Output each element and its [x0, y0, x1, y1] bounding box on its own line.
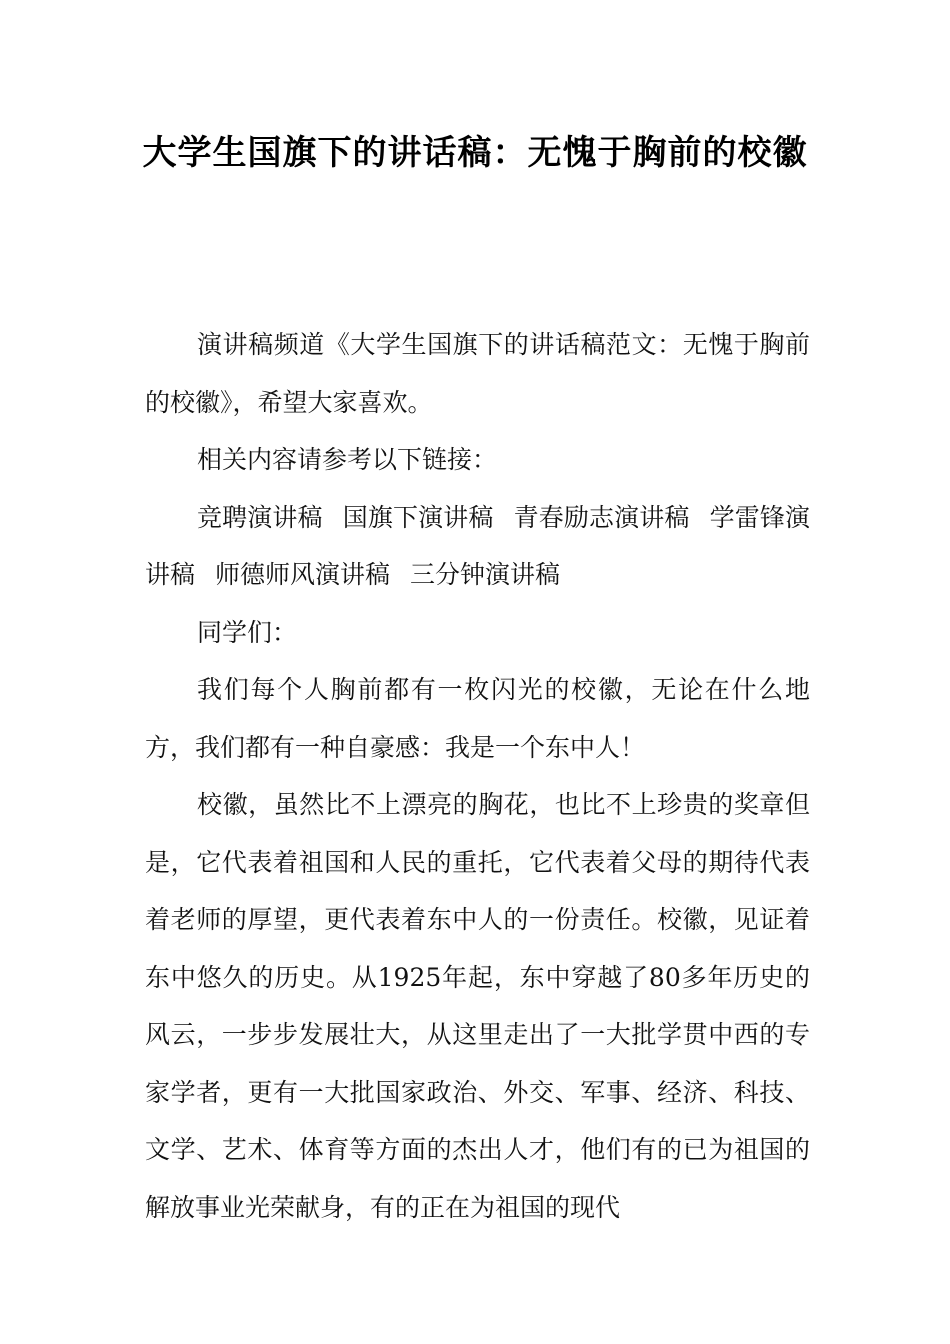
related-link-competition-speech[interactable]: 竞聘演讲稿: [197, 502, 323, 532]
related-links-label: 相关内容请参考以下链接：: [197, 445, 498, 474]
intro-paragraph: 演讲稿频道《大学生国旗下的讲话稿范文：无愧于胸前的校徽》，希望大家喜欢。: [145, 330, 810, 417]
body-paragraph-1: 我们每个人胸前都有一枚闪光的校徽，无论在什么地方，我们都有一种自豪感：我是一个东中人！: [145, 675, 810, 762]
body-paragraph-2: 校徽，虽然比不上漂亮的胸花，也比不上珍贵的奖章但是，它代表着祖国和人民的重托，它代表着父母的期待代表着老师的厚望，更代表着东中人的一份责任。校徽，见证着东中悠久的历史。从1925年起，东中穿越了80多年历史的风云，一步步发展壮大，从这里走出了一大批学贯中西的专家学者，更有一大批国家政治、外交、军事、经济、科技、文学、艺术、体育等方面的杰出人才，他们有的已为祖国的解放事业光荣献身，有的正在为祖国的现代: [145, 790, 810, 1222]
related-link-leifeng-speech[interactable]: 学雷锋演讲稿: [145, 502, 810, 589]
related-link-teacher-ethics-speech[interactable]: 师德师风演讲稿: [214, 560, 390, 589]
related-link-youth-speech[interactable]: 青春励志演讲稿: [513, 502, 690, 532]
greeting-paragraph: 同学们：: [197, 617, 298, 647]
document-body: [145, 316, 810, 1236]
related-links-list: [145, 489, 810, 604]
related-link-flag-speech[interactable]: 国旗下演讲稿: [342, 502, 494, 532]
related-link-three-minute-speech[interactable]: 三分钟演讲稿: [409, 560, 560, 589]
document-title: 大学生国旗下的讲话稿：无愧于胸前的校徽: [142, 133, 808, 173]
